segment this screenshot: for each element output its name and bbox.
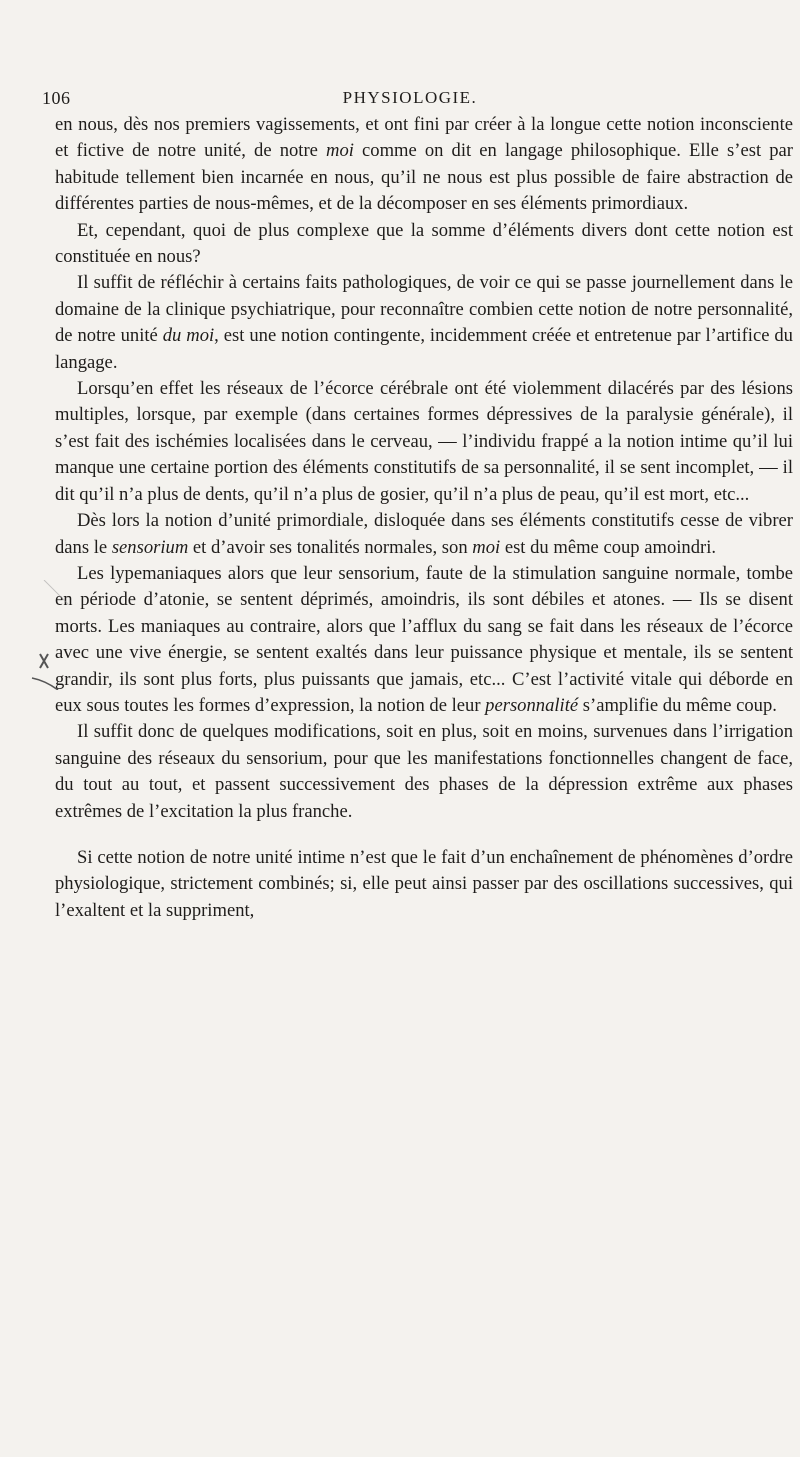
paragraph	[55, 508, 793, 561]
text-run: Et, cependant, quoi de plus complexe que la somme d’éléments divers dont cette notion est constituée en nous?	[55, 219, 793, 268]
italic-text: moi	[472, 536, 501, 558]
italic-text: sensorium	[111, 536, 189, 558]
italic-text: du moi	[162, 325, 215, 347]
text-run: Les lypemaniaques alors que leur sensorium, faute de la stimulation sanguine normale, tombe en période d’atonie, se sentent déprimés, amoindris, ils sont débiles et atones. — Ils se disent morts. Les maniaques au contraire, alors que l’afflux du sang se fait dans les réseaux de l’écorce avec une vive énergie, se sentent exaltés dans leur puissance physique et mentale, ils se sentent grandir, ils sont plus forts, plus puissants que jamais, etc... C’est l’activité vitale qui déborde en eux sous toutes les formes d’expression, la notion de leur	[55, 562, 793, 716]
paragraph	[55, 719, 793, 825]
text-run: Il suffit donc de quelques modifications, soit en plus, soit en moins, survenues dans l’irrigation sanguine des réseaux du sensorium, pour que les manifestations fonctionnelles changent de face, du tout au tout, et passent successivement des phases de la dépression extrême aux phases extrêmes de l’excitation la plus franche.	[55, 721, 793, 822]
text-run: , est une notion contingente, incidemment créée et entretenue par l’artifice du langage.	[55, 325, 793, 373]
text-run: Si cette notion de notre unité intime n’est que le fait d’un enchaînement de phénomènes d’ordre physiologique, strictement combinés; si, elle peut ainsi passer par des oscillations successives, qui l’exaltent et la suppriment,	[55, 846, 793, 921]
paragraph	[55, 376, 793, 508]
paragraph	[55, 845, 793, 924]
italic-text: personnalité	[485, 694, 579, 716]
text-run: s’amplifie du même coup.	[578, 694, 777, 716]
body-text	[55, 112, 793, 924]
text-run: Il suffit de réfléchir à certains faits pathologiques, de voir ce qui se passe journellement dans le domaine de la clinique psychiatrique, pour reconnaître combien cette notion de notre personnalité, de notre unité	[55, 272, 793, 347]
text-run: est du même coup amoindri.	[500, 536, 717, 558]
paragraph	[55, 112, 793, 218]
text-run: Dès lors la notion d’unité primordiale, disloquée dans ses éléments constitutifs cesse de vibrer dans le	[55, 510, 793, 558]
paragraph	[55, 270, 793, 376]
text-run: Lorsqu’en effet les réseaux de l’écorce cérébrale ont été violemment dilacérés par des lésions multiples, lorsque, par exemple (dans certaines formes dépressives de la paralysie générale), il s’est fait des ischémies localisées dans le cerveau, — l’individu frappé a la notion intime qu’il lui manque une certaine portion des éléments constitutifs de sa personnalité, il se sent incomplet, — il dit qu’il n’a plus de dents, qu’il n’a plus de gosier, qu’il n’a plus de peau, qu’il est mort, etc...	[55, 378, 793, 505]
text-run: en nous, dès nos premiers vagissements, et ont fini par créer à la longue cette notion inconsciente et fictive de notre unité, de notre	[55, 114, 793, 162]
italic-text: moi	[326, 140, 354, 162]
paragraph	[55, 561, 793, 719]
paragraph	[55, 218, 793, 271]
page-header	[42, 88, 778, 112]
running-head: PHYSIOLOGIE.	[342, 88, 478, 107]
text-run: comme on dit en langage philosophique. Elle s’est par habitude tellement bien incarnée en nous, qu’il ne nous est plus possible de faire abstraction de différentes parties de nous-mêmes, et de la décomposer en ses éléments primordiaux.	[55, 140, 793, 215]
text-run: et d’avoir ses tonalités normales, son	[188, 536, 473, 558]
page-number: 106	[42, 88, 71, 108]
